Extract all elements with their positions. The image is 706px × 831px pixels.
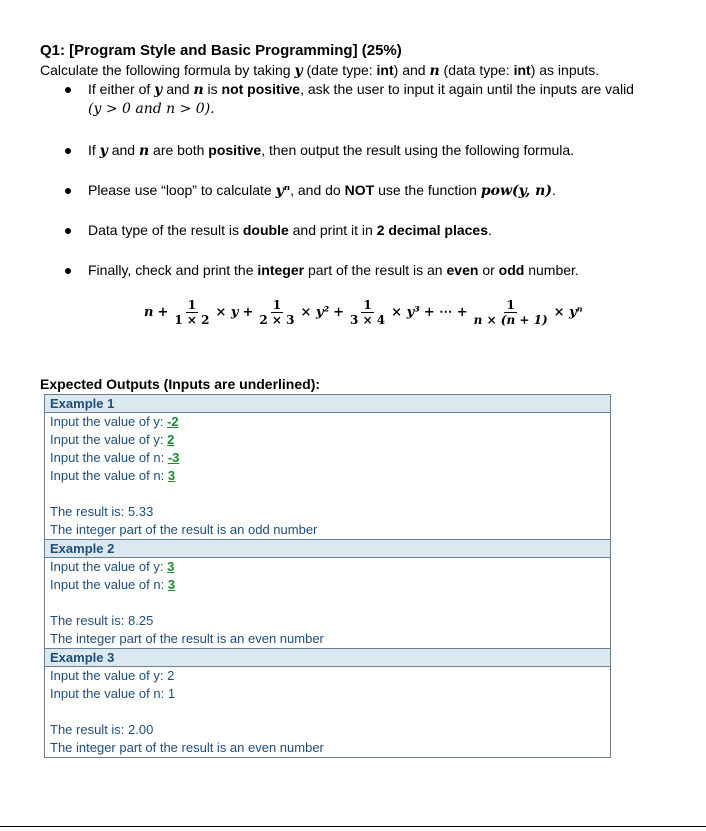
- series-formula: n + $\frac{1}{1 \times 2}$ × y + $\frac{1}{2 \times 3}$ × y² + $\frac{1}{3 \times 4}$ × y³ + ⋯ + $\frac{1}{n \times (n + 1)}$ × yⁿ: [144, 298, 583, 327]
- bullet-3: Please use “loop” to calculate yⁿ, and do NOT use the function pow(y, n).: [88, 182, 556, 199]
- example-2-body: [45, 558, 610, 648]
- example-line: Input the value of y: -2: [50, 414, 179, 429]
- example-3-header: Example 3: [45, 648, 610, 667]
- example-1-body: [45, 413, 610, 539]
- fraction-1: $\frac{1}{1 \times 2}$: [174, 298, 210, 327]
- parity-line: The integer part of the result is an even number: [50, 631, 324, 646]
- var-n: n: [429, 63, 440, 79]
- fraction-3: $\frac{1}{3 \times 4}$: [350, 298, 386, 327]
- input-value: 3: [167, 577, 176, 592]
- example-2-header: Example 2: [45, 539, 610, 558]
- input-value: 2: [167, 668, 175, 683]
- input-value: 3: [167, 559, 175, 574]
- bullet-5: Finally, check and print the integer part of the result is an even or odd number.: [88, 262, 579, 278]
- page-bottom-rule: [0, 826, 706, 827]
- intro-text: Calculate the following formula by taking y (date type: int) and n (data type: int) as inputs.: [40, 62, 600, 79]
- input-value: 3: [167, 468, 176, 483]
- example-line: Input the value of y: 2: [50, 432, 175, 447]
- input-value: 1: [167, 686, 176, 701]
- bullet-1-condition: (y > 0 and n > 0).: [88, 101, 215, 117]
- question-title: Q1: [Program Style and Basic Programming] (25%): [40, 42, 402, 59]
- input-value: -2: [167, 414, 179, 429]
- example-line: Input the value of n: 1: [50, 686, 176, 701]
- input-value: -3: [167, 450, 180, 465]
- result-line: The result is: 8.25: [50, 613, 154, 628]
- var-y: y: [294, 63, 303, 79]
- fraction-n: $\frac{1}{n \times (n + 1)}$: [473, 298, 548, 327]
- expected-outputs-heading: Expected Outputs (Inputs are underlined):: [40, 376, 321, 392]
- result-line: The result is: 2.00: [50, 722, 154, 737]
- parity-line: The integer part of the result is an odd number: [50, 522, 318, 537]
- example-3-body: [45, 667, 610, 757]
- bullet-4: Data type of the result is double and print it in 2 decimal places.: [88, 222, 492, 238]
- example-line: Input the value of n: -3: [50, 450, 180, 465]
- examples-table: [44, 394, 611, 758]
- parity-line: The integer part of the result is an even number: [50, 740, 324, 755]
- fraction-2: $\frac{1}{2 \times 3}$: [259, 298, 295, 327]
- bullet-2: If y and n are both positive, then output the result using the following formula.: [88, 142, 575, 159]
- result-line: The result is: 5.33: [50, 504, 154, 519]
- example-line: Input the value of n: 3: [50, 468, 176, 483]
- example-line: Input the value of n: 3: [50, 577, 176, 592]
- example-1-header: Example 1: [45, 394, 610, 413]
- example-line: Input the value of y: 3: [50, 559, 175, 574]
- input-value: 2: [167, 432, 175, 447]
- example-line: Input the value of y: 2: [50, 668, 175, 683]
- bullet-1: If either of y and n is not positive, ask the user to input it again until the inputs are valid: [88, 81, 634, 98]
